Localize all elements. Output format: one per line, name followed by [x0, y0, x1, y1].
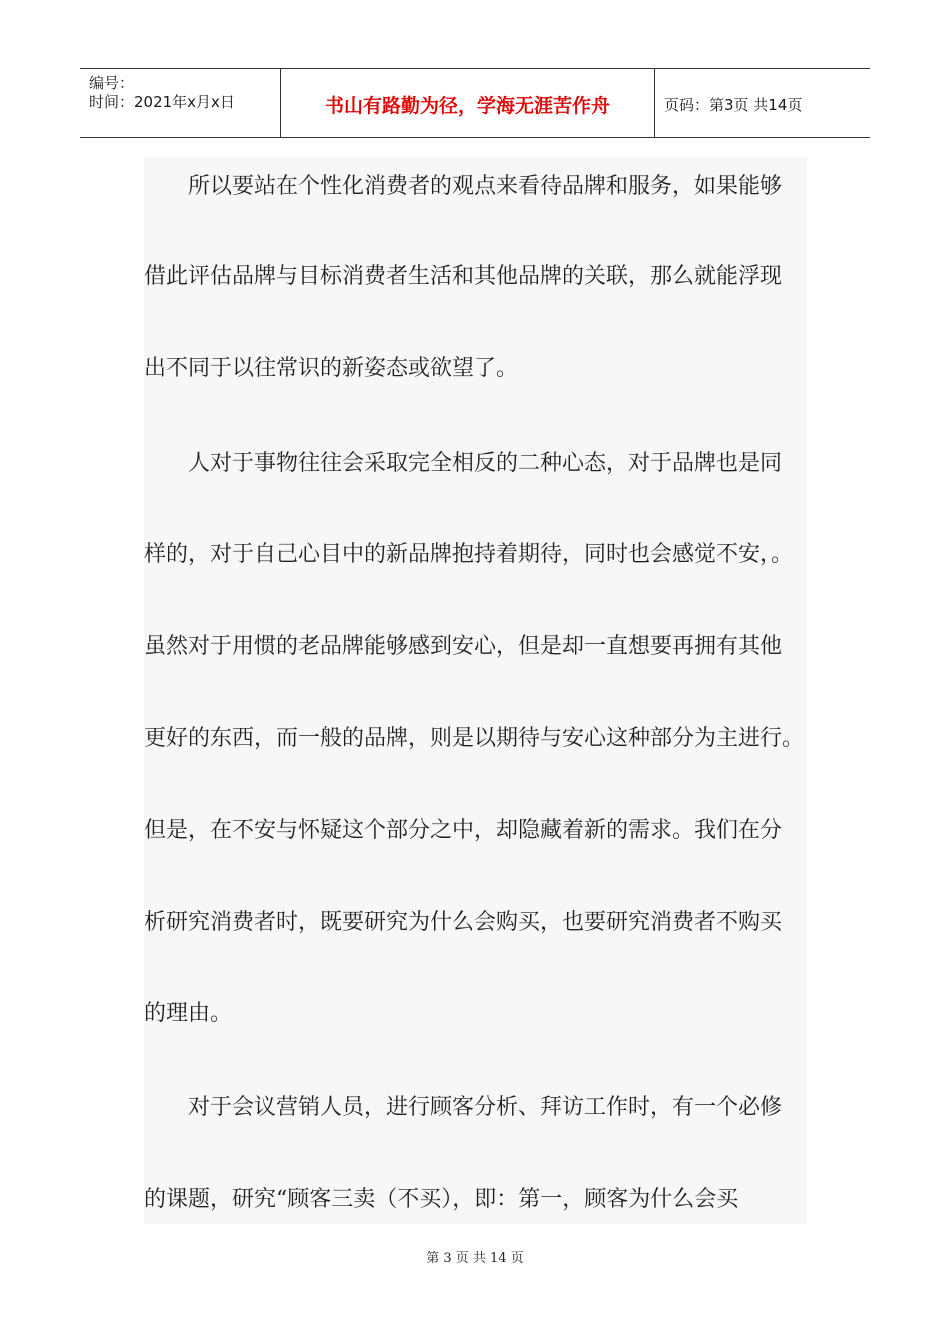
body-line: 人对于事物往往会采取完全相反的二种心态，对于品牌也是同 — [188, 451, 783, 476]
header-motto-cell — [281, 69, 655, 137]
body-line: 虽然对于用惯的老品牌能够感到安心，但是却一直想要再拥有其他 — [144, 634, 783, 659]
body-line: 出不同于以往常识的新姿态或欲望了。 — [144, 356, 519, 381]
body-line: 的理由。 — [144, 1001, 233, 1026]
body-line: 的课题，研究“顾客三卖（不买），即：第一，顾客为什么会买 — [144, 1187, 739, 1212]
body-line: 样的，对于自己心目中的新品牌抱持着期待，同时也会感觉不安，。 — [144, 542, 794, 567]
header-page-cell — [655, 69, 870, 137]
time-label: 时间：2021年x月x日 — [89, 93, 235, 111]
motto: 书山有路勤为径，学海无涯苦作舟 — [324, 95, 610, 117]
document-body — [144, 157, 807, 1224]
page-footer: 第 3 页 共 14 页 — [426, 1251, 524, 1266]
body-line: 所以要站在个性化消费者的观点来看待品牌和服务，如果能够 — [188, 174, 783, 199]
body-line: 对于会议营销人员，进行顾客分析、拜访工作时，有一个必修 — [188, 1095, 783, 1120]
number-label: 编号： — [89, 74, 135, 92]
body-line: 析研究消费者时，既要研究为什么会购买，也要研究消费者不购买 — [144, 910, 783, 935]
body-line: 但是，在不安与怀疑这个部分之中，却隐藏着新的需求。我们在分 — [144, 818, 783, 843]
body-line: 借此评估品牌与目标消费者生活和其他品牌的关联，那么就能浮现 — [144, 264, 783, 289]
header-info-cell — [80, 69, 281, 137]
page-header — [80, 68, 870, 138]
body-line: 更好的东西，而一般的品牌，则是以期待与安心这种部分为主进行。 — [144, 726, 805, 751]
page-code: 页码：第3页 共14页 — [664, 96, 803, 114]
